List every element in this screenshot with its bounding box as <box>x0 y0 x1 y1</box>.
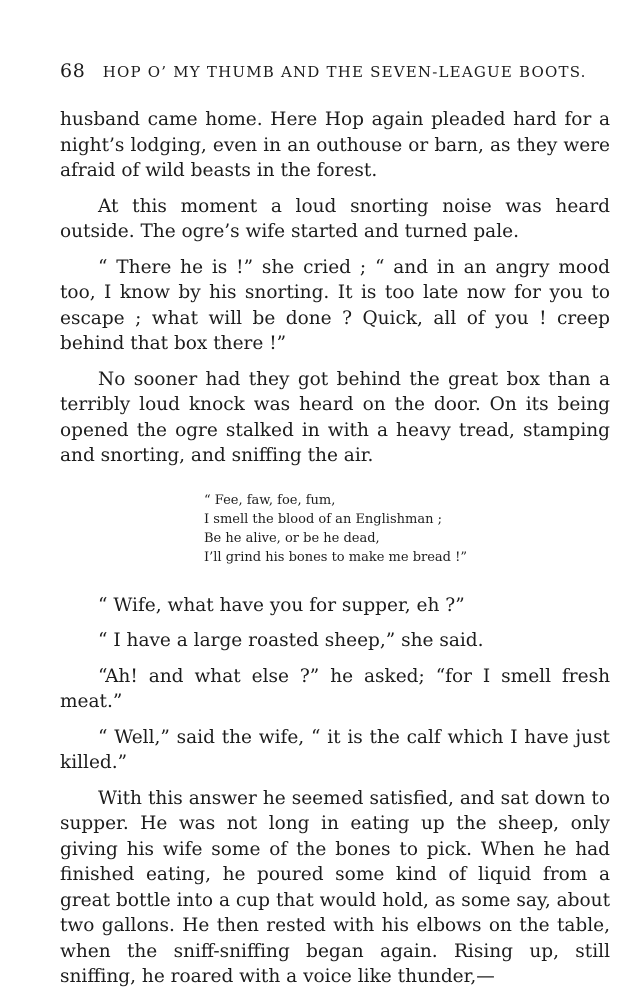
page-number: 68 <box>60 60 86 82</box>
dialogue-line: “ Well,” said the wife, “ it is the calf which I have just killed.” <box>60 726 610 773</box>
running-title: HOP O’ MY THUMB AND THE SEVEN-LEAGUE BOOTS. <box>102 63 587 81</box>
running-head <box>60 60 590 82</box>
dialogue-line: “ Wife, what have you for supper, eh ?” <box>98 594 465 616</box>
paragraph: No sooner had they got behind the great box than a terribly loud knock was heard on the door. On its being opened the ogre stalked in with a heavy tread, stamping and snorting, and sniffing the air. <box>60 368 610 466</box>
verse-block <box>204 491 610 567</box>
paragraph: With this answer he seemed satisfied, and sat down to supper. He was not long in eating up the sheep, only giving his wife some of the bones to pick. When he had finished eating, he poured some kind of liquid from a great bottle into a cup that would hold, as some say, about two gallons. He then rested with his elbows on the table, when the sniff-sniffing began again. Rising up, still sniffing, he roared with a voice like thunder,— <box>60 787 610 987</box>
verse-line: I smell the blood of an Englishman ; <box>204 511 442 527</box>
dialogue-line: “ I have a large roasted sheep,” she said. <box>98 630 484 651</box>
verse-line: Be he alive, or be he dead, <box>204 530 380 546</box>
paragraph-continued: husband came home. Here Hop again pleaded hard for a night’s lodging, even in an outhouse or barn, as they were afraid of wild beasts in the forest. <box>60 109 610 181</box>
dialogue-line: “Ah! and what else ?” he asked; “for I smell fresh meat.” <box>60 665 610 712</box>
paragraph: At this moment a loud snorting noise was heard outside. The ogre’s wife started and turned pale. <box>60 195 610 242</box>
verse-line: “ Fee, faw, foe, fum, <box>204 492 336 508</box>
paragraph: “ There he is !” she cried ; “ and in an angry mood too, I know by his snorting. It is too late now for you to escape ; what will be done ? Quick, all of you ! creep behind that box there !” <box>60 256 610 354</box>
body-text <box>60 107 610 1000</box>
verse-line: I’ll grind his bones to make me bread !” <box>204 549 468 565</box>
